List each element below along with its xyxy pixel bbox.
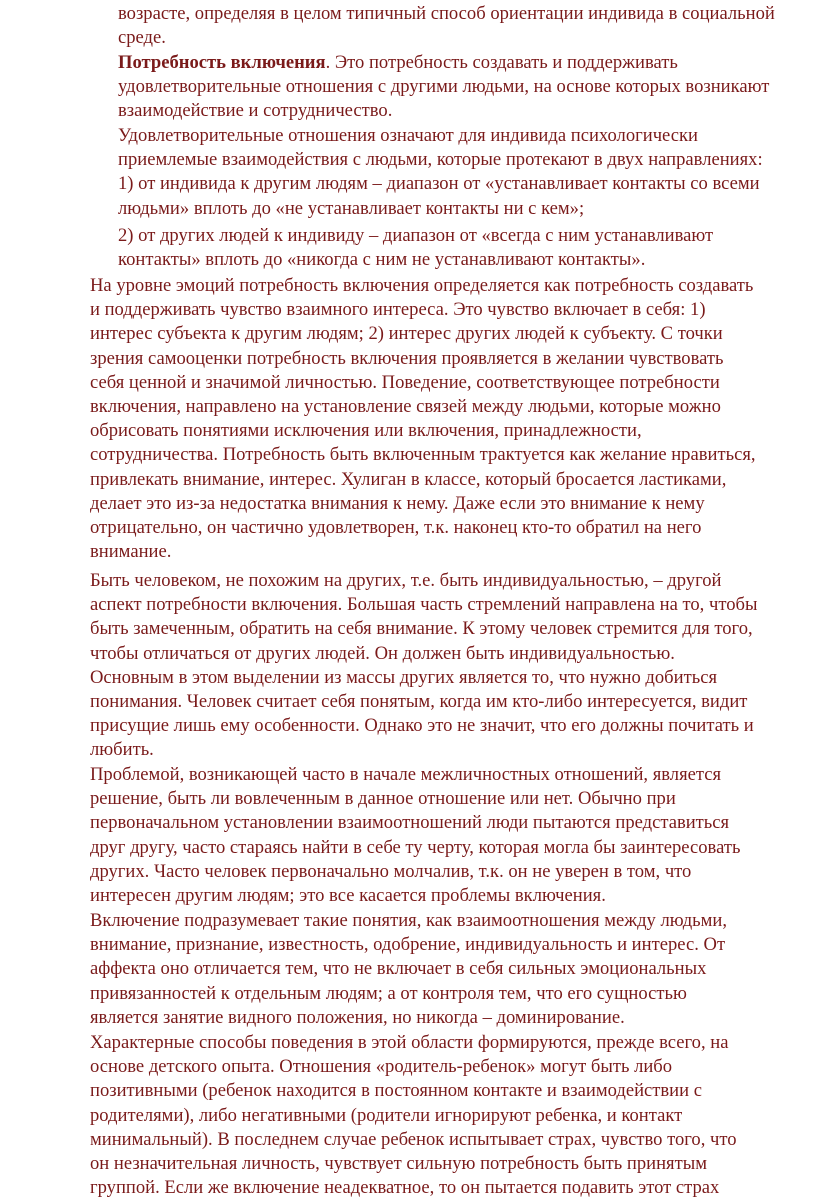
text-line: аффекта оно отличается тем, что не включает в себя сильных эмоциональных xyxy=(90,958,707,980)
text-line: он незначительная личность, чувствует сильную потребность быть принятым xyxy=(90,1152,707,1174)
text-line: взаимодействие и сотрудничество. xyxy=(118,100,393,122)
text-line: Основным в этом выделении из массы других является то, что нужно добиться xyxy=(90,666,717,688)
text-line: друг другу, часто стараясь найти в себе ту черту, которая могла бы заинтересовать xyxy=(90,836,741,858)
paragraph-1 xyxy=(118,2,775,50)
text-line: привлекать внимание, интерес. Хулиган в классе, который бросается ластиками, xyxy=(90,468,727,490)
text-line: 2) от других людей к индивиду – диапазон от «всегда с ним устанавливают xyxy=(118,225,714,246)
text-line: На уровне эмоций потребность включения определяется как потребность создавать xyxy=(90,275,754,296)
text-line: интересен другим людям; это все касается проблемы включения. xyxy=(90,884,606,906)
text-line: первоначальном установлении взаимоотношений люди пытаются представиться xyxy=(90,812,730,834)
text-fragment: . Это потребность создавать и поддерживать xyxy=(325,52,678,73)
text-line: привязанностей к отдельным людям; а от контроля тем, что его сущностью xyxy=(90,982,687,1004)
text-line: и поддерживать чувство взаимного интереса. Это чувство включает в себя: 1) xyxy=(90,299,706,321)
text-line: быть замеченным, обратить на себя внимание. К этому человек стремится для того, xyxy=(90,618,753,640)
text-line: людьми» вплоть до «не устанавливает контакты ни с кем»; xyxy=(118,197,585,219)
paragraph-8 xyxy=(90,909,727,1030)
text-line: аспект потребности включения. Большая часть стремлений направлена на то, чтобы xyxy=(90,594,758,616)
term-heading: Потребность включения xyxy=(118,52,326,73)
paragraph-7 xyxy=(90,763,740,908)
text-line: Быть человеком, не похожим на других, т.е. быть индивидуальностью, – другой xyxy=(90,570,722,591)
text-line: среде. xyxy=(118,27,166,49)
text-line: удовлетворительные отношения с другими людьми, на основе которых возникают xyxy=(118,76,770,98)
paragraph-2 xyxy=(118,51,769,124)
text-line: 1) от индивида к другим людям – диапазон от «устанавливает контакты со всеми xyxy=(118,173,760,195)
text-line: сотрудничества. Потребность быть включенным трактуется как желание нравиться, xyxy=(90,444,756,466)
text-line: Удовлетворительные отношения означают для индивида психологически xyxy=(118,125,698,146)
text-line: основе детского опыта. Отношения «родитель-ребенок» могут быть либо xyxy=(90,1056,673,1078)
text-line: родителями), либо негативными (родители игнорируют ребенка, и контакт xyxy=(90,1104,683,1126)
text-line: приемлемые взаимодействия с людьми, которые протекают в двух направлениях: xyxy=(118,149,763,171)
text-line: других. Часто человек первоначально молчалив, т.к. он не уверен в том, что xyxy=(90,860,692,882)
text-line: интерес субъекта к другим людям; 2) интерес других людей к субъекту. С точки xyxy=(90,323,723,345)
text-line: группой. Если же включение неадекватное, то он пытается подавить этот страх xyxy=(90,1177,720,1199)
text-line: себя ценной и значимой личностью. Поведение, соответствующее потребности xyxy=(90,371,720,393)
paragraph-9 xyxy=(90,1031,737,1200)
text-line: контакты» вплоть до «никогда с ним не устанавливают контакты». xyxy=(118,249,646,271)
text-line: позитивными (ребенок находится в постоянном контакте и взаимодействии с xyxy=(90,1080,702,1102)
text-line: Включение подразумевает такие понятия, как взаимоотношения между людьми, xyxy=(90,910,728,931)
text-line: Характерные способы поведения в этой области формируются, прежде всего, на xyxy=(90,1032,729,1053)
text-line: отрицательно, он частично удовлетворен, т.к. наконец кто-то обратил на него xyxy=(90,516,702,538)
paragraph-6 xyxy=(90,569,757,763)
text-line xyxy=(118,51,769,75)
paragraph-4 xyxy=(118,224,713,272)
text-line: внимание, признание, известность, одобрение, индивидуальность и интерес. От xyxy=(90,934,726,956)
text-line: является занятие видного положения, но никогда – доминирование. xyxy=(90,1006,625,1028)
text-line: обрисовать понятиями исключения или включения, принадлежности, xyxy=(90,420,642,442)
text-line: возрасте, определяя в целом типичный способ ориентации индивида в социальной xyxy=(118,3,775,24)
text-line: внимание. xyxy=(90,541,172,563)
text-line: присущие лишь ему особенности. Однако это не значит, что его должны почитать и xyxy=(90,715,754,737)
text-line: любить. xyxy=(90,739,154,761)
text-line: включения, направлено на установление связей между людьми, которые можно xyxy=(90,395,721,417)
paragraph-3 xyxy=(118,124,763,221)
paragraph-5 xyxy=(90,274,756,564)
text-line: чтобы отличаться от других людей. Он должен быть индивидуальностью. xyxy=(90,642,675,664)
text-line: зрения самооценки потребность включения проявляется в желании чувствовать xyxy=(90,347,724,369)
text-line: понимания. Человек считает себя понятым, когда им кто-либо интересуется, видит xyxy=(90,690,748,712)
text-line: решение, быть ли вовлеченным в данное отношение или нет. Обычно при xyxy=(90,788,676,810)
text-line: Проблемой, возникающей часто в начале межличностных отношений, является xyxy=(90,764,722,785)
text-line: делает это из-за недостатка внимания к нему. Даже если это внимание к нему xyxy=(90,492,705,514)
text-line: минимальный). В последнем случае ребенок испытывает страх, чувство того, что xyxy=(90,1128,737,1150)
